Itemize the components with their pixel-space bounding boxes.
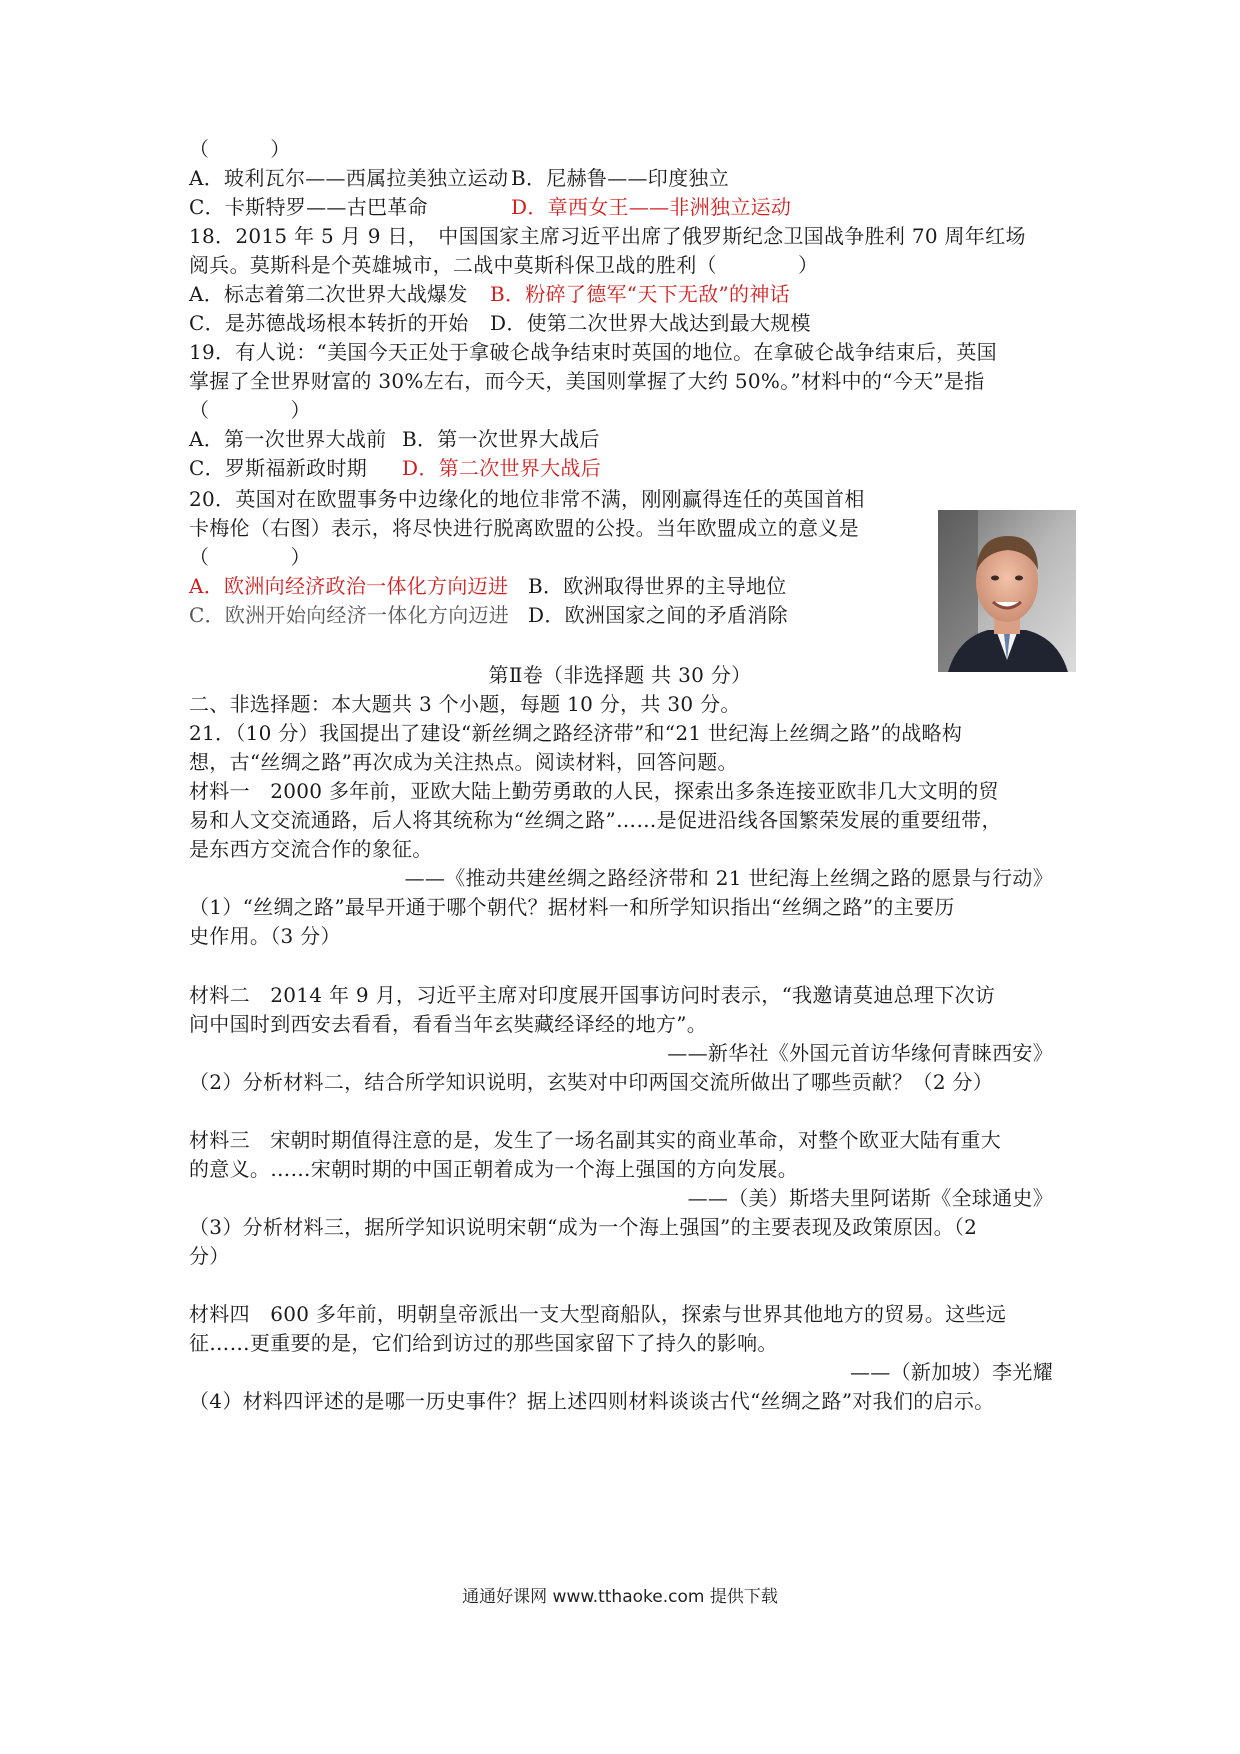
q17-option-a: A．玻利瓦尔——西属拉美独立运动 [189, 166, 509, 190]
q18-option-b: B．粉碎了德军“天下无敌”的神话 [490, 282, 790, 306]
q19-stem-line2: 掌握了全世界财富的 30%左右，而今天，美国则掌握了大约 50%。”材料中的“今天”是指 [189, 369, 985, 393]
q18-option-a: A．标志着第二次世界大战爆发 [189, 282, 468, 306]
subq1-line2: 史作用。（3 分） [189, 924, 341, 948]
q19-option-c: C．罗斯福新政时期 [189, 456, 368, 480]
material4-line1: 材料四 600 多年前，明朝皇帝派出一支大型商船队，探索与世界其他地方的贸易。这些远 [189, 1302, 1007, 1326]
material1-line1: 材料一 2000 多年前，亚欧大陆上勤劳勇敢的人民，探索出多条连接亚欧非几大文明的贸 [189, 779, 999, 803]
q21-stem-line1: 21．（10 分）我国提出了建设“新丝绸之路经济带”和“21 世纪海上丝绸之路”的战略构 [189, 721, 963, 745]
q19-blank: （ ） [189, 398, 311, 422]
q18-stem-line2: 阅兵。莫斯科是个英雄城市，二战中莫斯科保卫战的胜利（ ） [189, 253, 819, 277]
q19-option-b: B．第一次世界大战后 [402, 427, 600, 451]
subq4: （4）材料四评述的是哪一历史事件？据上述四则材料谈谈古代“丝绸之路”对我们的启示。 [189, 1389, 995, 1413]
q20-option-a: A．欧洲向经济政治一体化方向迈进 [189, 574, 509, 598]
material1-source: ——《推动共建丝绸之路经济带和 21 世纪海上丝绸之路的愿景与行动》 [404, 866, 1053, 890]
portrait-photo [938, 510, 1076, 672]
q17-option-c: C．卡斯特罗——古巴革命 [189, 195, 428, 219]
q18-option-d: D．使第二次世界大战达到最大规模 [490, 311, 811, 335]
subq2: （2）分析材料二，结合所学知识说明，玄奘对中印两国交流所做出了哪些贡献？（2 分） [189, 1070, 994, 1094]
footer-download-note: 通通好课网 www.tthaoke.com 提供下载 [462, 1587, 778, 1607]
q17-option-b: B．尼赫鲁——印度独立 [511, 166, 729, 190]
material4-line2: 征……更重要的是，它们给到访过的那些国家留下了持久的影响。 [189, 1331, 778, 1355]
subq3-line1: （3）分析材料三，据所学知识说明宋朝“成为一个海上强国”的主要表现及政策原因。（2 [189, 1215, 978, 1239]
part2-title: 第Ⅱ卷（非选择题 共 30 分） [488, 663, 752, 687]
q18-stem-line1: 18．2015 年 5 月 9 日， 中国国家主席习近平出席了俄罗斯纪念卫国战争胜利 70 周年红场 [189, 224, 1026, 248]
material1-line3: 是东西方交流合作的象征。 [189, 837, 433, 861]
material2-line2: 问中国时到西安去看看，看看当年玄奘藏经译经的地方”。 [189, 1012, 708, 1036]
material2-source: ——新华社《外国元首访华缘何青睐西安》 [667, 1041, 1053, 1065]
q18-option-c: C．是苏德战场根本转折的开始 [189, 311, 469, 335]
material1-line2: 易和人文交流通路，后人将其统称为“丝绸之路”……是促进沿线各国繁荣发展的重要纽带， [189, 808, 1002, 832]
q17-option-d: D．章西女王——非洲独立运动 [511, 195, 792, 219]
q20-option-b: B．欧洲取得世界的主导地位 [528, 574, 787, 598]
q19-option-a: A．第一次世界大战前 [189, 427, 387, 451]
material2-line1: 材料二 2014 年 9 月，习近平主席对印度展开国事访问时表示，“我邀请莫迪总理下次访 [189, 983, 996, 1007]
subq1-line1: （1）“丝绸之路”最早开通于哪个朝代？据材料一和所学知识指出“丝绸之路”的主要历 [189, 895, 955, 919]
q20-stem-line1: 20．英国对在欧盟事务中边缘化的地位非常不满，刚刚赢得连任的英国首相 [189, 487, 865, 511]
q20-option-c: C．欧洲开始向经济一体化方向迈进 [189, 603, 510, 627]
q20-option-d: D．欧洲国家之间的矛盾消除 [528, 603, 788, 627]
subq3-line2: 分） [189, 1244, 230, 1268]
material3-source: ——（美）斯塔夫里阿诺斯《全球通史》 [687, 1186, 1053, 1210]
q20-blank: （ ） [189, 545, 311, 569]
material3-line2: 的意义。……宋朝时期的中国正朝着成为一个海上强国的方向发展。 [189, 1157, 798, 1181]
material3-line1: 材料三 宋朝时期值得注意的是，发生了一场名副其实的商业革命，对整个欧亚大陆有重大 [189, 1128, 1001, 1152]
part2-instruction: 二、非选择题：本大题共 3 个小题，每题 10 分，共 30 分。 [189, 692, 741, 716]
q19-stem-line1: 19．有人说：“美国今天正处于拿破仑战争结束时英国的地位。在拿破仑战争结束后，英国 [189, 340, 997, 364]
q17-blank: （ ） [189, 137, 291, 161]
q19-option-d: D．第二次世界大战后 [402, 456, 602, 480]
q21-stem-line2: 想，古“丝绸之路”再次成为关注热点。阅读材料，回答问题。 [189, 750, 738, 774]
q20-stem-line2: 卡梅伦（右图）表示，将尽快进行脱离欧盟的公投。当年欧盟成立的意义是 [189, 516, 859, 540]
material4-source: ——（新加坡）李光耀 [850, 1360, 1053, 1384]
